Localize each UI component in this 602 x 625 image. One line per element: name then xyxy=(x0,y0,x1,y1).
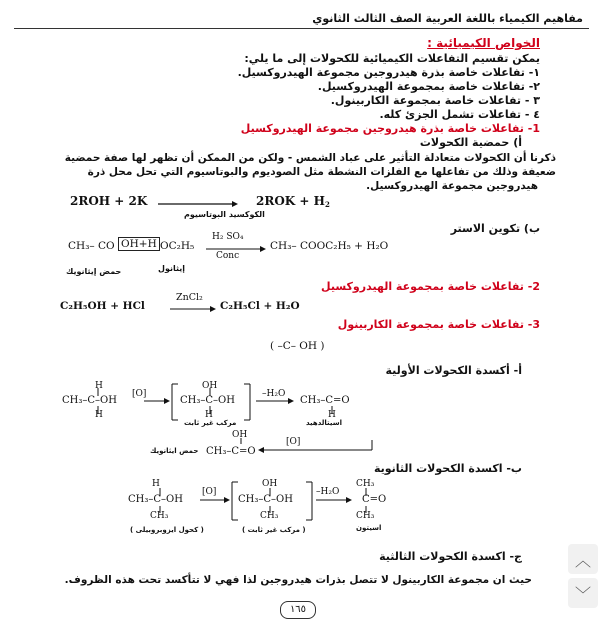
eq3-rhs: C₂H₅Cl + H₂O xyxy=(220,300,300,312)
eq1-right-sub: 2 xyxy=(324,200,330,209)
part2-title: 2- تفاعلات خاصة بمجموعة الهيدروكسيل xyxy=(321,280,540,293)
secondary-ox: [O] xyxy=(202,487,217,497)
ch3-group: CH₃ xyxy=(150,511,169,521)
h-atom: H xyxy=(328,410,336,420)
ch3-group: CH₃ xyxy=(356,479,375,489)
eq1-left: 2ROH + 2K xyxy=(70,194,148,208)
part3-sub-b: ب- اكسدة الكحولات الثانوية xyxy=(373,462,522,475)
header-title: مفاهيم الكيمياء باللغة العربية الصف الثالث الثانوي xyxy=(312,12,583,25)
eq2-reactant2: OC₂H₅ xyxy=(160,240,195,252)
primary-mid-label: مركب غير ثابت xyxy=(184,419,237,427)
part1-sub-b: ب) تكوين الاستر xyxy=(450,222,540,235)
scroll-up-button[interactable] xyxy=(568,544,598,574)
list-item: ١- تفاعلات خاصة بذرة هيدروجين مجموعة الهيدروكسيل. xyxy=(237,66,540,79)
part3-sub-c: ج- اكسدة الكحولات الثالثية xyxy=(379,550,522,563)
h-atom: H xyxy=(205,410,213,420)
secondary-water: –H₂O xyxy=(316,487,340,497)
ch3-group: CH₃ xyxy=(260,511,279,521)
page-header xyxy=(14,8,589,30)
h-atom: H xyxy=(95,410,103,420)
primary-prod: CH₃–C=O xyxy=(300,395,350,406)
primary-prod-label: اسيتالدهيد xyxy=(306,419,343,427)
eq2-label-acid: حمض إيثانويك xyxy=(66,267,122,276)
part3-sub-a: أ- أكسدة الكحولات الأولية xyxy=(385,364,522,377)
primary-ox: [O] xyxy=(132,389,147,399)
paragraph-line: ضعيفة وذلك من تفاعلها مع الفلزات النشطة مثل الصوديوم والبوتاسيوم التي تحل محل ذرة xyxy=(87,166,556,178)
secondary-mid: CH₃–C–OH xyxy=(238,494,293,505)
primary-acid-label: حمض ايثانويك xyxy=(150,447,199,455)
part1-title: 1- تفاعلات خاصة بذرة هيدروجين مجموعة الهيدروكسيل xyxy=(240,122,540,135)
oh-group: OH xyxy=(262,479,278,489)
paragraph-line: ذكرنا أن الكحولات متعادلة التأثير على عباد الشمس - ولكن من الممكن أن تظهر لها صفة حمضية xyxy=(64,152,556,164)
list-item: ٣ - تفاعلات خاصة بمجموعة الكاربينول. xyxy=(330,94,540,107)
section-intro: يمكن تقسيم التفاعلات الكيميائية للكحولات إلى ما يلي: xyxy=(244,52,540,65)
page-number: ١٦٥ xyxy=(280,601,316,619)
primary-acid: CH₃–C=O xyxy=(206,446,256,457)
oh-group: OH xyxy=(202,381,218,391)
primary-acid-arrow xyxy=(256,440,376,476)
secondary-mid-label: ( مركب غير ثابت ) xyxy=(242,526,306,534)
eq1-right xyxy=(256,194,330,209)
primary-mid: CH₃–C–OH xyxy=(180,395,235,406)
secondary-prod: C=O xyxy=(362,494,387,505)
eq2-label-ethanol: إيثانول xyxy=(158,264,185,273)
part1-sub-a: أ) حمضية الكحولات xyxy=(419,136,522,149)
carbinol-group: ( –C– OH ) xyxy=(270,340,325,352)
eq1-right-text: 2ROK + H xyxy=(256,194,325,208)
chevron-down-icon: ﹀ xyxy=(574,584,591,604)
eq1-arrow xyxy=(158,199,238,209)
section-title: الخواص الكيميائية : xyxy=(427,36,540,50)
eq2-catalyst-bottom: Conc xyxy=(216,251,240,261)
h-atom: H xyxy=(95,381,103,391)
secondary-r1-label: ( كحول ايزوبروبيلى ) xyxy=(130,526,204,534)
eq3-arrow xyxy=(170,305,216,313)
eq2-product: CH₃– COOC₂H₅ + H₂O xyxy=(270,240,389,252)
primary-r1: CH₃–C–OH xyxy=(62,395,117,406)
eq3-catalyst: ZnCl₂ xyxy=(176,292,203,303)
carbinol-text: –C– OH xyxy=(277,340,318,352)
oh-group: OH xyxy=(232,430,248,440)
secondary-r1: CH₃–C–OH xyxy=(128,494,183,505)
eq2-boxed xyxy=(118,238,160,250)
eq2-boxed-text: OH+H xyxy=(118,237,160,251)
primary-ox2: [O] xyxy=(286,437,301,447)
list-item: ٢- تفاعلات خاصة بمجموعة الهيدروكسيل. xyxy=(317,80,540,93)
h-atom: H xyxy=(152,479,160,489)
eq2-reactant1: CH₃– CO xyxy=(68,240,115,252)
list-item: ٤ - تفاعلات تشمل الجزئ كله. xyxy=(379,108,540,121)
chevron-up-icon: ︿ xyxy=(574,550,591,570)
eq1-label: الكوكسيد البوتاسيوم xyxy=(184,210,265,219)
eq3-lhs: C₂H₅OH + HCl xyxy=(60,300,145,312)
eq2-catalyst-top: H₂ SO₄ xyxy=(212,232,244,242)
scroll-down-button[interactable] xyxy=(568,578,598,608)
tertiary-note: حيث ان مجموعة الكاربينول لا تتصل بذرات هيدروجين لذا فهي لا تتأكسد تحت هذه الظروف. xyxy=(64,574,532,586)
paragraph-line: هيدروجين مجموعة الهيدروكسيل. xyxy=(366,180,538,192)
secondary-prod-label: اسيتون xyxy=(356,524,382,532)
part3-title: 3- تفاعلات خاصة بمجموعة الكاربينول xyxy=(337,318,540,331)
ch3-group: CH₃ xyxy=(356,511,375,521)
header-divider xyxy=(14,28,589,29)
primary-water: –H₂O xyxy=(262,389,286,399)
